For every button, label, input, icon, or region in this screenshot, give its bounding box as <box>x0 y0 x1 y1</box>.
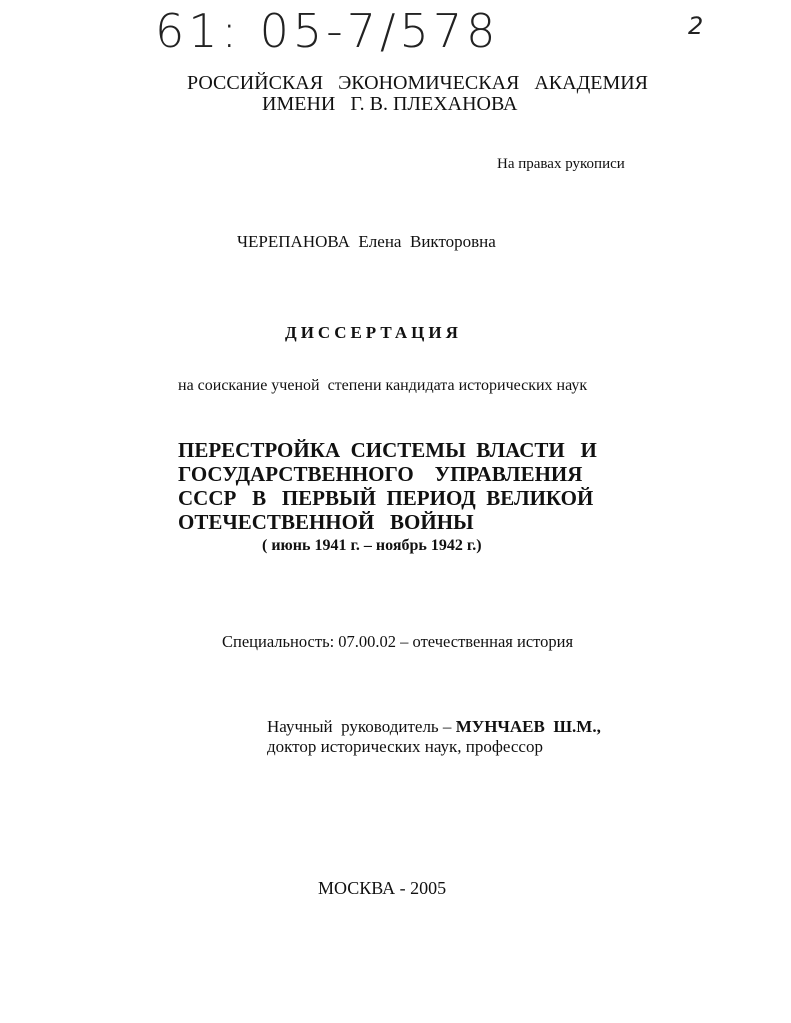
manuscript-note: На правах рукописи <box>497 156 625 172</box>
institution-line-2: ИМЕНИ Г. В. ПЛЕХАНОВА <box>262 93 518 115</box>
title-line-4: ОТЕЧЕСТВЕННОЙ ВОЙНЫ <box>178 510 474 534</box>
supervisor-name: МУНЧАЕВ Ш.М., <box>455 717 601 736</box>
title-period: ( июнь 1941 г. – ноябрь 1942 г.) <box>262 537 482 554</box>
city-year: МОСКВА - 2005 <box>318 878 447 898</box>
document-type: ДИССЕРТАЦИЯ <box>285 323 462 342</box>
handwritten-page-number: 2 <box>688 12 704 40</box>
handwritten-catalog-number: 61: 05-7/578 <box>155 4 500 58</box>
author-name: ЧЕРЕПАНОВА Елена Викторовна <box>237 232 496 251</box>
supervisor-label: Научный руководитель – <box>267 717 456 736</box>
institution-line-1: РОССИЙСКАЯ ЭКОНОМИЧЕСКАЯ АКАДЕМИЯ <box>187 72 649 94</box>
supervisor-line <box>267 718 601 735</box>
title-line-1: ПЕРЕСТРОЙКА СИСТЕМЫ ВЛАСТИ И <box>178 438 597 462</box>
title-line-3: СССР В ПЕРВЫЙ ПЕРИОД ВЕЛИКОЙ <box>178 486 594 510</box>
degree-statement: на соискание ученой степени кандидата исторических наук <box>178 377 588 394</box>
specialty: Специальность: 07.00.02 – отечественная история <box>222 632 574 651</box>
title-line-2: ГОСУДАРСТВЕННОГО УПРАВЛЕНИЯ <box>178 462 583 486</box>
supervisor-credentials: доктор исторических наук, профессор <box>267 737 543 756</box>
